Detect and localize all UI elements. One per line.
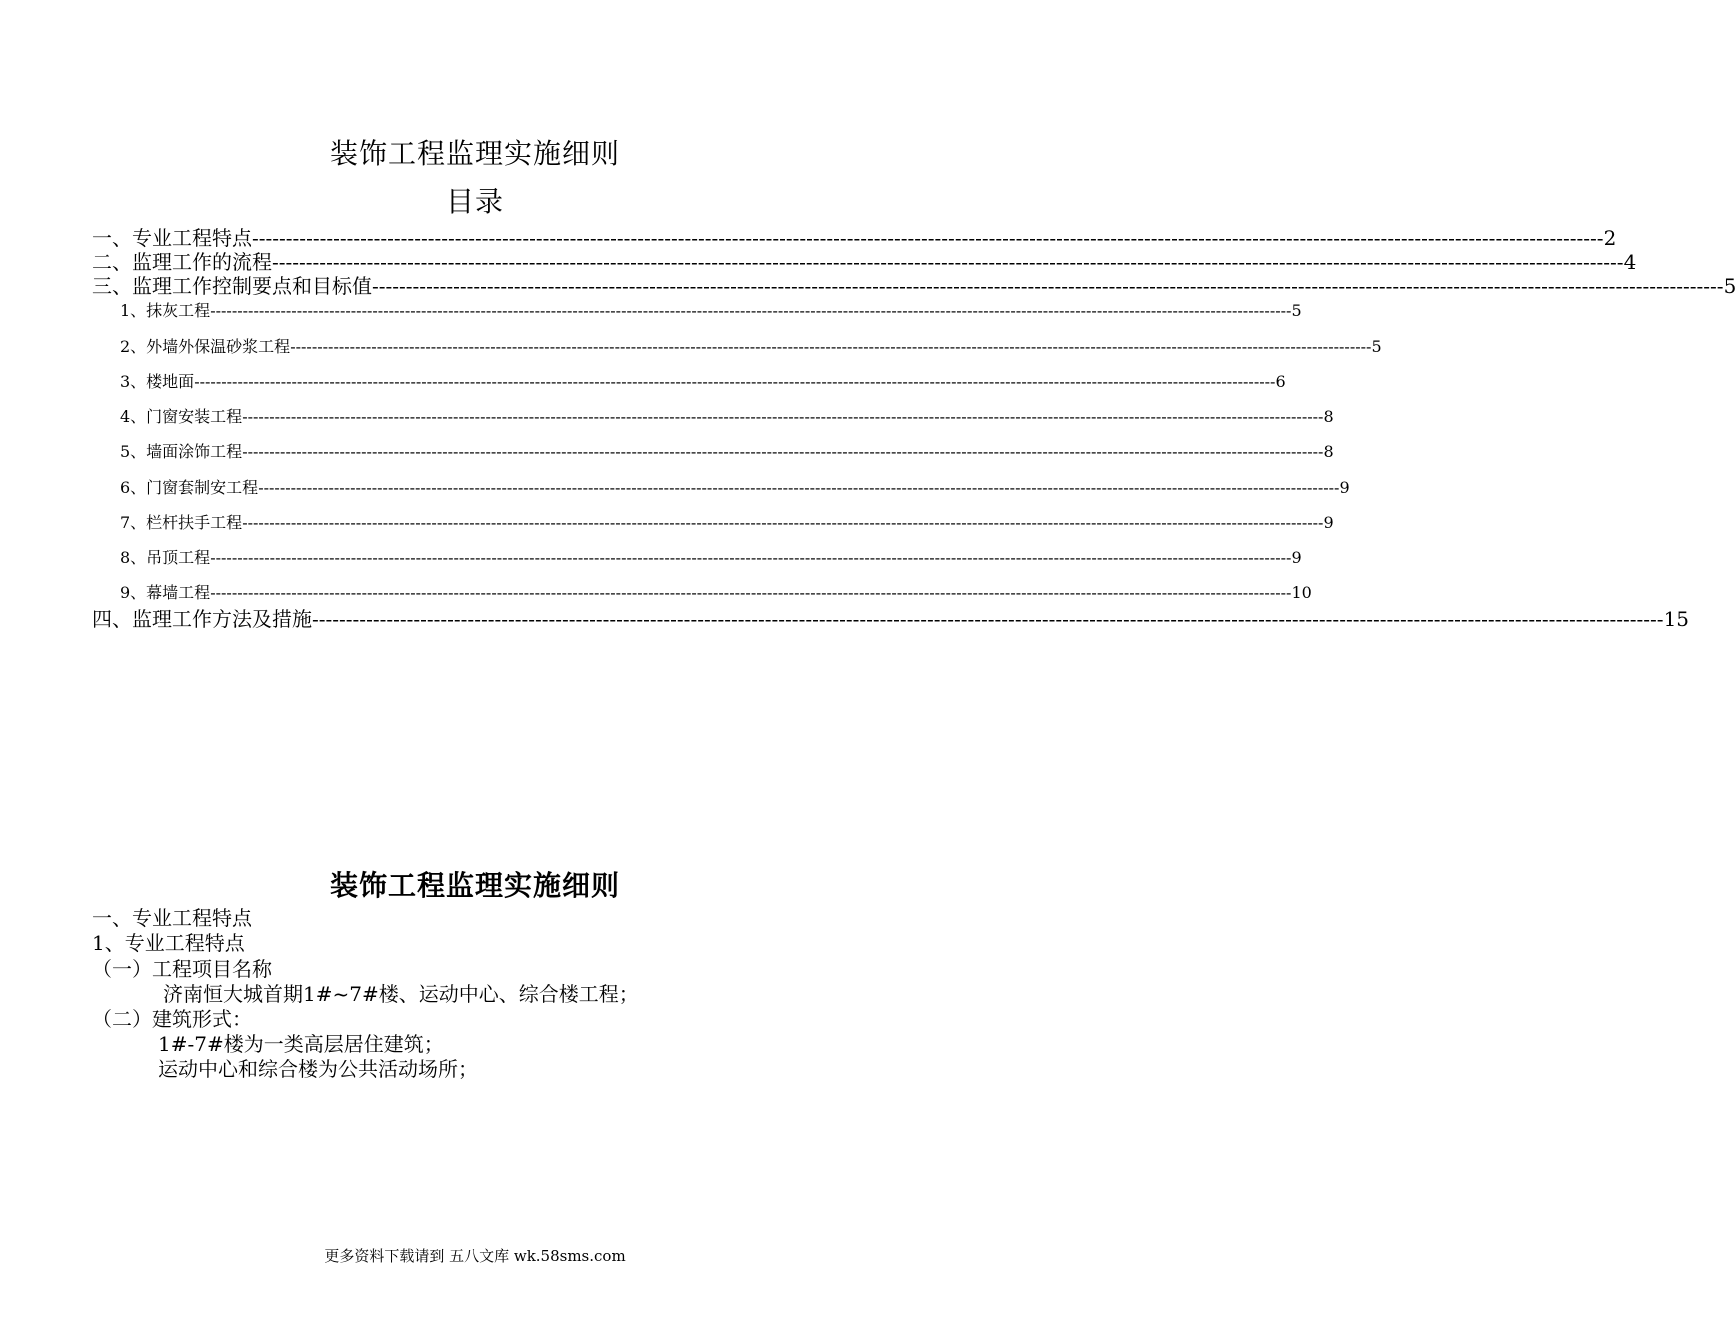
toc-entry[interactable] (120, 547, 1302, 569)
footer-text: 更多资料下载请到 五八文库 wk.58sms.com (324, 1247, 626, 1265)
body-heading-2: 1、专业工程特点 (92, 931, 245, 955)
toc-entry-text: 8、吊顶工程 (120, 548, 211, 567)
toc-leader: -------------------------------------------------------------------------------------------------------------------------------------------------------------------------------------------------------- (372, 274, 1724, 298)
toc-entry-page: 5 (1371, 337, 1382, 356)
project-name-label: （一）工程项目名称 (92, 957, 272, 981)
toc-entry[interactable] (120, 406, 1334, 428)
toc-leader: -------------------------------------------------------------------------------------------------------------------------------------------------------------------------------------------------------- (242, 442, 1324, 461)
toc-leader: -------------------------------------------------------------------------------------------------------------------------------------------------------------------------------------------------------- (258, 478, 1340, 497)
toc-entry-page: 9 (1323, 513, 1334, 532)
toc-entry-page: 5 (1723, 274, 1736, 298)
toc-entry-page: 2 (1603, 226, 1617, 250)
toc-entry-text: 3、楼地面 (120, 372, 195, 391)
toc-entry-text: 一、专业工程特点 (92, 226, 252, 250)
toc-entry-text: 四、监理工作方法及措施 (92, 607, 312, 631)
toc-entry[interactable] (120, 300, 1302, 322)
toc-entry-page: 8 (1323, 442, 1334, 461)
toc-entry[interactable] (120, 582, 1312, 604)
toc-entry-text: 2、外墙外保温砂浆工程 (120, 337, 291, 356)
building-form-line-2: 运动中心和综合楼为公共活动场所； (158, 1057, 478, 1081)
toc-entry[interactable] (120, 477, 1350, 499)
toc-entry-page: 4 (1623, 250, 1637, 274)
toc-entry[interactable] (92, 606, 1690, 632)
toc-entry-page: 5 (1291, 301, 1302, 320)
toc-leader: -------------------------------------------------------------------------------------------------------------------------------------------------------------------------------------------------------- (312, 607, 1664, 631)
toc-entry-page: 6 (1275, 372, 1286, 391)
toc-leader: -------------------------------------------------------------------------------------------------------------------------------------------------------------------------------------------------------- (242, 513, 1324, 532)
toc-leader: -------------------------------------------------------------------------------------------------------------------------------------------------------------------------------------------------------- (290, 337, 1372, 356)
toc-leader: -------------------------------------------------------------------------------------------------------------------------------------------------------------------------------------------------------- (210, 548, 1292, 567)
toc-leader: -------------------------------------------------------------------------------------------------------------------------------------------------------------------------------------------------------- (252, 226, 1604, 250)
toc-entry[interactable] (120, 336, 1382, 358)
toc-entry-text: 9、幕墙工程 (120, 583, 211, 602)
toc-entry-text: 7、栏杆扶手工程 (120, 513, 243, 532)
toc-entry-text: 1、抹灰工程 (120, 301, 211, 320)
toc-leader: -------------------------------------------------------------------------------------------------------------------------------------------------------------------------------------------------------- (272, 250, 1624, 274)
toc-entry-page: 8 (1323, 407, 1334, 426)
building-form-line-1: 1#-7#楼为一类高层居住建筑； (158, 1032, 444, 1056)
body-heading-1: 一、专业工程特点 (92, 906, 252, 930)
building-form-label: （二）建筑形式： (92, 1007, 252, 1031)
toc-entry-page: 9 (1291, 548, 1302, 567)
toc-entry[interactable] (92, 225, 1617, 251)
toc-entry[interactable] (92, 273, 1736, 299)
toc-leader: -------------------------------------------------------------------------------------------------------------------------------------------------------------------------------------------------------- (210, 301, 1292, 320)
toc-entry[interactable] (120, 441, 1334, 463)
toc-leader: -------------------------------------------------------------------------------------------------------------------------------------------------------------------------------------------------------- (242, 407, 1324, 426)
toc-entry-page: 15 (1663, 607, 1690, 631)
toc-entry[interactable] (120, 512, 1334, 534)
toc-heading: 目录 (445, 185, 504, 218)
toc-leader: -------------------------------------------------------------------------------------------------------------------------------------------------------------------------------------------------------- (210, 583, 1292, 602)
toc-entry-page: 9 (1339, 478, 1350, 497)
toc-entry-page: 10 (1291, 583, 1312, 602)
toc-entry-text: 5、墙面涂饰工程 (120, 442, 243, 461)
document-title: 装饰工程监理实施细则 (329, 137, 620, 170)
toc-entry-text: 二、监理工作的流程 (92, 250, 272, 274)
toc-leader: -------------------------------------------------------------------------------------------------------------------------------------------------------------------------------------------------------- (194, 372, 1276, 391)
toc-entry-text: 三、监理工作控制要点和目标值 (92, 274, 372, 298)
toc-entry[interactable] (92, 249, 1637, 275)
toc-entry-text: 4、门窗安装工程 (120, 407, 243, 426)
toc-entry-text: 6、门窗套制安工程 (120, 478, 259, 497)
toc-entry[interactable] (120, 371, 1286, 393)
section-title: 装饰工程监理实施细则 (329, 869, 620, 902)
project-name-text: 济南恒大城首期1#~7#楼、运动中心、综合楼工程； (163, 982, 639, 1006)
